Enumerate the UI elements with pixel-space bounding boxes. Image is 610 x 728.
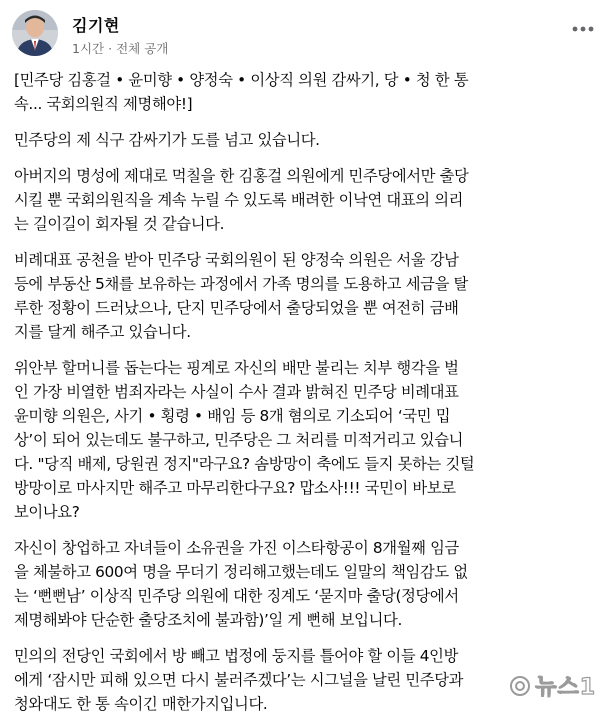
post-paragraph: 민주당의 제 식구 감싸기가 도를 넘고 있습니다.	[14, 131, 320, 149]
avatar-photo	[12, 10, 58, 56]
news1-logo-icon	[509, 675, 531, 697]
author-name[interactable]: 김기현	[72, 16, 120, 35]
post-paragraph: 아버지의 명성에 제대로 먹칠을 한 김홍걸 의원에게 민주당에서만 출당 시킬 뿐 국회의원직을 계속 누릴 수 있도록 배려한 이낙연 대표의 의리 는 길이길이 회자될 것 같습니다.	[14, 167, 469, 233]
news1-watermark	[509, 670, 596, 701]
post-header	[0, 0, 610, 66]
more-horizontal-icon	[572, 26, 594, 32]
post-paragraph: 민의의 전당인 국회에서 방 빼고 법정에 둥지를 틀어야 할 이들 4인방 에게 ‘잠시만 피해 있으면 다시 불러주겠다’는 시그널을 날린 민주당과 청와대도 한 통 속이긴 매한가지입니다.	[14, 647, 464, 713]
watermark-text: 뉴스1	[535, 675, 596, 700]
post-meta	[72, 39, 168, 57]
more-options-button[interactable]	[566, 18, 600, 40]
post-body	[14, 68, 602, 728]
post-paragraph: 위안부 할머니를 돕는다는 핑계로 자신의 배만 불리는 치부 행각을 벌 인 가장 비열한 범죄자라는 사실이 수사 결과 밝혀진 민주당 비례대표 윤미향 의원은, 사기 • 횡령 • 배임 등 8개 혐의로 기소되어 ‘국민 밉 상’이 되어 있는데도 불구하고, 민주당은 그 처리를 미적거리고 있습니 다. "당직 배제, 당원권 정지"라구요? 솜방망이 축에도 들지 못하는 깃털 방망이로 마사지만 해주고 마무리한다구요? 맙소사!!! 국민이 바보로 보이나요?	[14, 359, 475, 521]
post-time[interactable]: 1시간	[72, 41, 105, 56]
audience-label: 전체 공개	[116, 41, 169, 56]
meta-separator: ·	[108, 40, 113, 56]
post-paragraph: 비례대표 공천을 받아 민주당 국회의원이 된 양정숙 의원은 서울 강남 등에 부동산 5채를 보유하는 과정에서 가족 명의를 도용하고 세금을 탈 루한 정황이 드러났으나, 단지 민주당에서 출당되었을 뿐 여전히 금배 지를 달게 해주고 있습니다.	[14, 251, 468, 341]
avatar[interactable]	[12, 10, 58, 56]
post-headline: [민주당 김홍걸 • 윤미향 • 양정숙 • 이상직 의원 감싸기, 당 • 청 한 통 속... 국회의원직 제명해야!]	[14, 71, 469, 113]
post-paragraph: 자신이 창업하고 자녀들이 소유권을 가진 이스타항공이 8개월째 임금 을 체불하고 600여 명을 무더기 정리해고했는데도 일말의 책임감도 없 는 ‘뻔뻔남’ 이상직 민주당 의원에 대한 징계도 ‘묻지마 출당(정당에서 제명해봐야 단순한 출당조치에 불과함)’일 게 뻔해 보입니다.	[14, 539, 468, 629]
